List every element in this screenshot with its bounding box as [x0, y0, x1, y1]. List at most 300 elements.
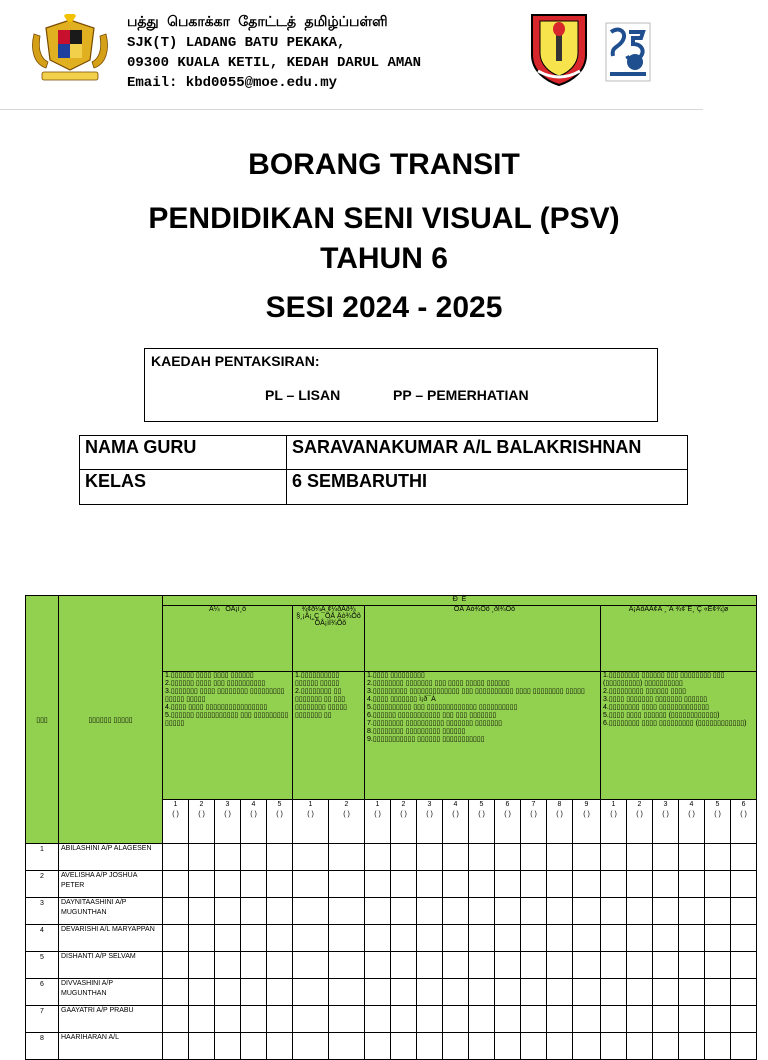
criteria-number-cell: [679, 800, 705, 844]
table-row: [26, 952, 757, 979]
mark-cell[interactable]: [189, 871, 215, 898]
mark-cell[interactable]: [705, 1006, 731, 1033]
letterhead: [0, 0, 768, 110]
mark-cell[interactable]: [443, 1033, 469, 1060]
mark-cell[interactable]: [189, 925, 215, 952]
mark-cell[interactable]: [469, 1006, 495, 1033]
mark-cell[interactable]: [163, 979, 189, 1006]
mark-cell[interactable]: [241, 898, 267, 925]
mark-cell[interactable]: [601, 952, 627, 979]
criteria-paren: ( ): [452, 811, 459, 818]
table-row: [26, 898, 757, 925]
student-rows: [26, 844, 757, 1060]
criteria-number-cell: [215, 800, 241, 844]
mark-cell[interactable]: [365, 1033, 391, 1060]
table-row: [26, 979, 757, 1006]
table-row: [26, 925, 757, 952]
mark-cell[interactable]: [547, 979, 573, 1006]
anniversary-logo-icon: [605, 22, 651, 82]
mark-cell[interactable]: [443, 979, 469, 1006]
mark-cell[interactable]: [329, 844, 365, 871]
mark-cell[interactable]: [293, 952, 329, 979]
criteria-paren: ( ): [688, 811, 695, 818]
mark-cell[interactable]: [163, 952, 189, 979]
mark-cell[interactable]: [653, 844, 679, 871]
criteria-item: 3.▯▯▯▯ ▯▯▯▯▯▯▯ ▯▯▯▯▯▯▯ ▯▯▯▯▯▯: [603, 696, 708, 703]
criteria-paren: ( ): [636, 811, 643, 818]
criteria-paren: ( ): [478, 811, 485, 818]
mark-cell[interactable]: [365, 925, 391, 952]
header-divider: [0, 109, 703, 110]
mark-cell[interactable]: [679, 898, 705, 925]
criteria-number: 9: [584, 801, 589, 808]
criteria-item: 9.▯▯▯▯▯▯▯▯▯▯▯ ▯▯▯▯▯▯ ▯▯▯▯▯▯▯▯▯▯▯: [367, 736, 485, 743]
mark-cell[interactable]: [705, 844, 731, 871]
mark-cell[interactable]: [653, 952, 679, 979]
mark-cell[interactable]: [241, 871, 267, 898]
mark-cell[interactable]: [653, 1006, 679, 1033]
mark-cell[interactable]: [293, 898, 329, 925]
mark-cell[interactable]: [679, 952, 705, 979]
student-number: 4: [26, 925, 59, 952]
mark-cell[interactable]: [653, 925, 679, 952]
mark-cell[interactable]: [601, 844, 627, 871]
criteria-number: 4: [689, 801, 694, 808]
mark-cell[interactable]: [189, 898, 215, 925]
mark-cell[interactable]: [705, 1033, 731, 1060]
mark-cell[interactable]: [189, 979, 215, 1006]
mark-cell[interactable]: [293, 925, 329, 952]
school-name-tamil: பத்து பெகாக்கா தோட்டத் தமிழ்ப்பள்ளி: [127, 15, 388, 31]
mark-cell[interactable]: [573, 979, 601, 1006]
criteria-paren: ( ): [224, 811, 231, 818]
mark-cell[interactable]: [163, 925, 189, 952]
criteria-paren: ( ): [583, 811, 590, 818]
criteria-item: 4.▯▯▯▯▯▯▯▯ ▯▯▯▯ ▯▯▯▯▯▯▯▯▯▯▯▯▯: [603, 704, 710, 711]
mark-cell[interactable]: [601, 1033, 627, 1060]
mark-cell[interactable]: [731, 925, 757, 952]
mark-cell[interactable]: [495, 925, 521, 952]
mark-cell[interactable]: [293, 979, 329, 1006]
mark-cell[interactable]: [547, 925, 573, 952]
criteria-number: 2: [401, 801, 406, 808]
mark-cell[interactable]: [215, 952, 241, 979]
mark-cell[interactable]: [443, 871, 469, 898]
criteria-number: 4: [251, 801, 256, 808]
criteria-paren: ( ): [610, 811, 617, 818]
criteria-paren: ( ): [343, 811, 350, 818]
mark-cell[interactable]: [417, 844, 443, 871]
criteria-paren: ( ): [662, 811, 669, 818]
mark-cell[interactable]: [573, 952, 601, 979]
mark-cell[interactable]: [329, 1033, 365, 1060]
mark-cell[interactable]: [627, 925, 653, 952]
mark-cell[interactable]: [679, 1006, 705, 1033]
mark-cell[interactable]: [241, 979, 267, 1006]
mark-cell[interactable]: [547, 871, 573, 898]
mark-cell[interactable]: [679, 844, 705, 871]
mark-cell[interactable]: [601, 898, 627, 925]
criteria-item: 1.▯▯▯▯ ▯▯▯▯▯▯▯▯▯: [367, 672, 425, 679]
school-address-block: [127, 13, 421, 93]
criteria-paren: ( ): [276, 811, 283, 818]
mark-cell[interactable]: [267, 871, 293, 898]
mark-cell[interactable]: [391, 979, 417, 1006]
mark-cell[interactable]: [241, 952, 267, 979]
student-name: DIVVASHINI A/P MUGUNTHAN: [59, 979, 163, 1006]
criteria-item: 2.▯▯▯▯▯▯▯▯ ▯▯ ▯▯▯▯▯▯▯ ▯▯ ▯▯▯ ▯▯▯▯▯▯▯▯ ▯▯▯▯▯ ▯▯▯▯▯▯▯ ▯▯: [295, 688, 348, 719]
criteria-number: 1: [173, 801, 178, 808]
criteria-number-cell: [705, 800, 731, 844]
criteria-number: 1: [611, 801, 616, 808]
criteria-number: 5: [277, 801, 282, 808]
mark-cell[interactable]: [365, 844, 391, 871]
criteria-list-4: [601, 672, 757, 800]
criteria-item: 2.▯▯▯▯▯▯▯▯ ▯▯▯▯▯▯▯ ▯▯▯ ▯▯▯▯ ▯▯▯▯▯ ▯▯▯▯▯▯: [367, 680, 510, 687]
teacher-value: SARAVANAKUMAR A/L BALAKRISHNAN: [287, 436, 688, 470]
mark-cell[interactable]: [293, 871, 329, 898]
criteria-paren: ( ): [198, 811, 205, 818]
mark-cell[interactable]: [731, 1033, 757, 1060]
criteria-paren: ( ): [374, 811, 381, 818]
criteria-paren: ( ): [530, 811, 537, 818]
teacher-label: NAMA GURU: [80, 436, 287, 470]
mark-cell[interactable]: [241, 1033, 267, 1060]
mark-cell[interactable]: [329, 979, 365, 1006]
mark-cell[interactable]: [329, 925, 365, 952]
mark-cell[interactable]: [601, 871, 627, 898]
criteria-number-cell: [469, 800, 495, 844]
mark-cell[interactable]: [215, 979, 241, 1006]
criteria-number: 5: [715, 801, 720, 808]
criteria-paren: ( ): [307, 811, 314, 818]
section-title-2: ¾¢ð¼Á ¢¼ðÃð¾ §¸¡Â¡¸Ç ¯ÕÅ Äò¾Õõ ¯ÕÅ¡ìÌ¾Õõ: [293, 606, 365, 672]
criteria-paren: ( ): [504, 811, 511, 818]
mark-cell[interactable]: [495, 1006, 521, 1033]
criteria-paren: ( ): [172, 811, 179, 818]
mark-cell[interactable]: [189, 1006, 215, 1033]
teacher-info-table: [79, 435, 688, 505]
mark-cell[interactable]: [417, 871, 443, 898]
mark-cell[interactable]: [329, 952, 365, 979]
criteria-number-cell: [627, 800, 653, 844]
mark-cell[interactable]: [391, 1006, 417, 1033]
mark-cell[interactable]: [705, 871, 731, 898]
criteria-list-2: [293, 672, 365, 800]
mark-cell[interactable]: [365, 898, 391, 925]
mark-cell[interactable]: [163, 1033, 189, 1060]
criteria-number-cell: [495, 800, 521, 844]
mark-cell[interactable]: [241, 1006, 267, 1033]
criteria-item: 5.▯▯▯▯▯▯ ▯▯▯▯▯▯▯▯▯▯▯ ▯▯▯ ▯▯▯▯▯▯▯▯▯ ▯▯▯▯▯: [165, 712, 289, 727]
mark-cell[interactable]: [705, 979, 731, 1006]
criteria-number-cell: [573, 800, 601, 844]
mark-cell[interactable]: [521, 1006, 547, 1033]
criteria-number-cell: [731, 800, 757, 844]
mark-cell[interactable]: [215, 898, 241, 925]
mark-cell[interactable]: [627, 1033, 653, 1060]
criteria-item: 1.▯▯▯▯▯▯▯▯ ▯▯▯▯▯▯ ▯▯▯ ▯▯▯▯▯▯▯▯ ▯▯▯ (▯▯▯▯▯▯▯▯▯) ▯▯▯▯▯▯▯▯▯▯: [603, 672, 725, 687]
mark-cell[interactable]: [495, 1033, 521, 1060]
criteria-paren: ( ): [400, 811, 407, 818]
mark-cell[interactable]: [573, 1006, 601, 1033]
student-number: 3: [26, 898, 59, 925]
mark-cell[interactable]: [627, 1006, 653, 1033]
mark-cell[interactable]: [215, 844, 241, 871]
student-number: 6: [26, 979, 59, 1006]
mark-cell[interactable]: [293, 1006, 329, 1033]
mark-cell[interactable]: [267, 898, 293, 925]
mark-cell[interactable]: [329, 898, 365, 925]
mark-cell[interactable]: [391, 925, 417, 952]
criteria-item: 7.▯▯▯▯▯▯▯▯ ▯▯▯▯▯▯▯▯▯▯ ▯▯▯▯▯▯▯ ▯▯▯▯▯▯▯: [367, 720, 502, 727]
criteria-number: 1: [308, 801, 313, 808]
mark-cell[interactable]: [417, 952, 443, 979]
mark-cell[interactable]: [627, 952, 653, 979]
mark-cell[interactable]: [267, 844, 293, 871]
criteria-number-cell: [417, 800, 443, 844]
criteria-number-cell: [521, 800, 547, 844]
mark-cell[interactable]: [443, 898, 469, 925]
mark-cell[interactable]: [705, 898, 731, 925]
criteria-number-cell: [391, 800, 417, 844]
mark-cell[interactable]: [365, 952, 391, 979]
mark-cell[interactable]: [627, 844, 653, 871]
mark-cell[interactable]: [365, 871, 391, 898]
mark-cell[interactable]: [293, 844, 329, 871]
mark-cell[interactable]: [627, 871, 653, 898]
mark-cell[interactable]: [469, 979, 495, 1006]
student-number: 2: [26, 871, 59, 898]
mark-cell[interactable]: [731, 871, 757, 898]
criteria-number-cell: [653, 800, 679, 844]
mark-cell[interactable]: [469, 1033, 495, 1060]
mark-cell[interactable]: [365, 979, 391, 1006]
mark-cell[interactable]: [469, 925, 495, 952]
session-title: SESI 2024 - 2025: [265, 291, 503, 324]
mark-cell[interactable]: [547, 952, 573, 979]
mark-cell[interactable]: [469, 898, 495, 925]
mark-cell[interactable]: [241, 925, 267, 952]
criteria-list-1: [163, 672, 293, 800]
criteria-item: 2.▯▯▯▯▯▯ ▯▯▯▯ ▯▯▯ ▯▯▯▯▯▯▯▯▯▯: [165, 680, 266, 687]
col-nama-header: ▯▯▯▯▯▯ ▯▯▯▯▯: [59, 596, 163, 844]
criteria-number-cell: [163, 800, 189, 844]
mark-cell[interactable]: [267, 952, 293, 979]
mark-cell[interactable]: [417, 898, 443, 925]
criteria-item: 4.▯▯▯▯ ▯▯▯▯▯▯▯ ì¡ð¯À: [367, 696, 436, 703]
class-value: 6 SEMBARUTHI: [287, 470, 688, 505]
mark-cell[interactable]: [627, 979, 653, 1006]
mark-cell[interactable]: [267, 1033, 293, 1060]
mark-cell[interactable]: [679, 925, 705, 952]
mark-cell[interactable]: [547, 898, 573, 925]
mark-cell[interactable]: [267, 979, 293, 1006]
criteria-number: 3: [427, 801, 432, 808]
mark-cell[interactable]: [521, 925, 547, 952]
mark-cell[interactable]: [443, 844, 469, 871]
mark-cell[interactable]: [443, 952, 469, 979]
table-row: [26, 844, 757, 871]
mark-cell[interactable]: [573, 844, 601, 871]
student-name: GAAYATRI A/P PRABU: [59, 1006, 163, 1033]
school-badge-icon: [528, 11, 590, 87]
criteria-number-cell: [241, 800, 267, 844]
mark-cell[interactable]: [215, 1006, 241, 1033]
criteria-item: 8.▯▯▯▯▯▯▯▯ ▯▯▯▯▯▯▯▯▯ ▯▯▯▯▯▯: [367, 728, 466, 735]
table-row: [26, 1033, 757, 1060]
method-pl: PL – LISAN: [265, 387, 341, 403]
mark-cell[interactable]: [547, 844, 573, 871]
criteria-number: 6: [505, 801, 510, 808]
criteria-item: 5.▯▯▯▯▯▯▯▯▯▯ ▯▯▯ ▯▯▯▯▯▯▯▯▯▯▯▯▯ ▯▯▯▯▯▯▯▯▯▯: [367, 704, 518, 711]
section-title-4: À¡ÃõÀÃ¢Â ¸¨Ä ¾¢¨È¸¨Ç «È¢¾¦ø: [601, 606, 757, 672]
student-name: DEVARISHI A/L MARYAPPAN: [59, 925, 163, 952]
mark-cell[interactable]: [391, 871, 417, 898]
student-number: 1: [26, 844, 59, 871]
mark-cell[interactable]: [573, 1033, 601, 1060]
mark-cell[interactable]: [163, 898, 189, 925]
criteria-number-cell: [267, 800, 293, 844]
mark-cell[interactable]: [495, 979, 521, 1006]
mark-cell[interactable]: [293, 1033, 329, 1060]
mark-cell[interactable]: [329, 871, 365, 898]
mark-cell[interactable]: [365, 1006, 391, 1033]
criteria-item: 6.▯▯▯▯▯▯ ▯▯▯▯▯▯▯▯▯▯▯ ▯▯▯ ▯▯▯ ▯▯▯▯▯▯▯: [367, 712, 497, 719]
mark-cell[interactable]: [495, 871, 521, 898]
mark-cell[interactable]: [731, 898, 757, 925]
mark-cell[interactable]: [495, 844, 521, 871]
mark-cell[interactable]: [189, 844, 215, 871]
table-row: [26, 1006, 757, 1033]
criteria-item: 3.▯▯▯▯▯▯▯▯▯ ▯▯▯▯▯▯▯▯▯▯▯▯▯ ▯▯▯ ▯▯▯▯▯▯▯▯▯▯ ▯▯▯▯ ▯▯▯▯▯▯▯▯ ▯▯▯▯▯: [367, 688, 585, 695]
mark-cell[interactable]: [521, 1033, 547, 1060]
mark-cell[interactable]: [391, 898, 417, 925]
mark-cell[interactable]: [679, 1033, 705, 1060]
criteria-item: 5.▯▯▯▯ ▯▯▯▯ ▯▯▯▯▯▯ (▯▯▯▯▯▯▯▯▯▯▯▯): [603, 712, 720, 719]
mark-cell[interactable]: [731, 979, 757, 1006]
mark-cell[interactable]: [653, 1033, 679, 1060]
subject-title: PENDIDIKAN SENI VISUAL (PSV): [148, 202, 620, 235]
mark-cell[interactable]: [443, 925, 469, 952]
criteria-item: 2.▯▯▯▯▯▯▯▯▯ ▯▯▯▯▯▯ ▯▯▯▯: [603, 688, 686, 695]
mark-cell[interactable]: [547, 1033, 573, 1060]
mark-cell[interactable]: [653, 979, 679, 1006]
mark-cell[interactable]: [215, 925, 241, 952]
criteria-number: 4: [453, 801, 458, 808]
student-number: 8: [26, 1033, 59, 1060]
criteria-number: 2: [199, 801, 204, 808]
criteria-number-cell: [443, 800, 469, 844]
mark-cell[interactable]: [495, 952, 521, 979]
assessment-method-label: KAEDAH PENTAKSIRAN:: [151, 353, 320, 369]
criteria-item: 3.▯▯▯▯▯▯▯ ▯▯▯▯ ▯▯▯▯▯▯▯▯ ▯▯▯▯▯▯▯▯▯ ▯▯▯▯▯ ▯▯▯▯▯: [165, 688, 285, 703]
mark-cell[interactable]: [417, 1006, 443, 1033]
mark-cell[interactable]: [679, 871, 705, 898]
mark-cell[interactable]: [215, 1033, 241, 1060]
student-number: 7: [26, 1006, 59, 1033]
mark-cell[interactable]: [731, 844, 757, 871]
col-bil-header: ▯▯▯: [26, 596, 59, 844]
mark-cell[interactable]: [163, 844, 189, 871]
mark-cell[interactable]: [731, 952, 757, 979]
mark-cell[interactable]: [469, 871, 495, 898]
mark-cell[interactable]: [653, 898, 679, 925]
criteria-number-cell: [601, 800, 627, 844]
mark-cell[interactable]: [189, 952, 215, 979]
mark-cell[interactable]: [329, 1006, 365, 1033]
mark-cell[interactable]: [705, 952, 731, 979]
mark-cell[interactable]: [573, 898, 601, 925]
criteria-paren: ( ): [250, 811, 257, 818]
mark-cell[interactable]: [627, 898, 653, 925]
mark-cell[interactable]: [391, 952, 417, 979]
mark-cell[interactable]: [391, 844, 417, 871]
mark-cell[interactable]: [653, 871, 679, 898]
criteria-number: 1: [375, 801, 380, 808]
criteria-paren: ( ): [714, 811, 721, 818]
criteria-number-cell: [365, 800, 391, 844]
mark-cell[interactable]: [731, 1006, 757, 1033]
method-pp: PP – PEMERHATIAN: [393, 387, 529, 403]
mark-cell[interactable]: [267, 925, 293, 952]
mark-cell[interactable]: [391, 1033, 417, 1060]
school-email: Email: kbd0055@moe.edu.my: [127, 75, 338, 91]
mark-cell[interactable]: [601, 979, 627, 1006]
criteria-paren: ( ): [740, 811, 747, 818]
mark-cell[interactable]: [189, 1033, 215, 1060]
mark-cell[interactable]: [163, 1006, 189, 1033]
criteria-number-cell: [329, 800, 365, 844]
mark-cell[interactable]: [163, 871, 189, 898]
assessment-method-box: [144, 348, 658, 422]
criteria-paren: ( ): [556, 811, 563, 818]
mark-cell[interactable]: [495, 898, 521, 925]
mark-cell[interactable]: [241, 844, 267, 871]
mark-cell[interactable]: [417, 925, 443, 952]
mark-cell[interactable]: [521, 871, 547, 898]
student-name: AVELISHA A/P JOSHUA PETER: [59, 871, 163, 898]
mark-cell[interactable]: [521, 952, 547, 979]
mark-cell[interactable]: [469, 844, 495, 871]
criteria-number-cell: [189, 800, 215, 844]
mark-cell[interactable]: [547, 1006, 573, 1033]
criteria-list-3: [365, 672, 601, 800]
mark-cell[interactable]: [215, 871, 241, 898]
mark-cell[interactable]: [601, 1006, 627, 1033]
mark-cell[interactable]: [443, 1006, 469, 1033]
mark-cell[interactable]: [601, 925, 627, 952]
top-header: Ð¯È: [163, 596, 757, 606]
mark-cell[interactable]: [679, 979, 705, 1006]
mark-cell[interactable]: [267, 1006, 293, 1033]
mark-cell[interactable]: [521, 898, 547, 925]
mark-cell[interactable]: [573, 871, 601, 898]
mark-cell[interactable]: [417, 1033, 443, 1060]
class-label: KELAS: [80, 470, 287, 505]
mark-cell[interactable]: [573, 925, 601, 952]
criteria-number: 7: [531, 801, 536, 808]
criteria-number: 8: [557, 801, 562, 808]
mark-cell[interactable]: [705, 925, 731, 952]
criteria-item: 1.▯▯▯▯▯▯▯▯▯▯ ▯▯▯▯▯▯ ▯▯▯▯▯: [295, 672, 340, 687]
criteria-item: 4.▯▯▯▯ ▯▯▯▯ ▯▯▯▯▯▯▯▯▯▯▯▯▯▯▯▯: [165, 704, 268, 711]
mark-cell[interactable]: [417, 979, 443, 1006]
mark-cell[interactable]: [521, 979, 547, 1006]
criteria-number-cell: [293, 800, 329, 844]
mark-cell[interactable]: [469, 952, 495, 979]
mark-cell[interactable]: [521, 844, 547, 871]
